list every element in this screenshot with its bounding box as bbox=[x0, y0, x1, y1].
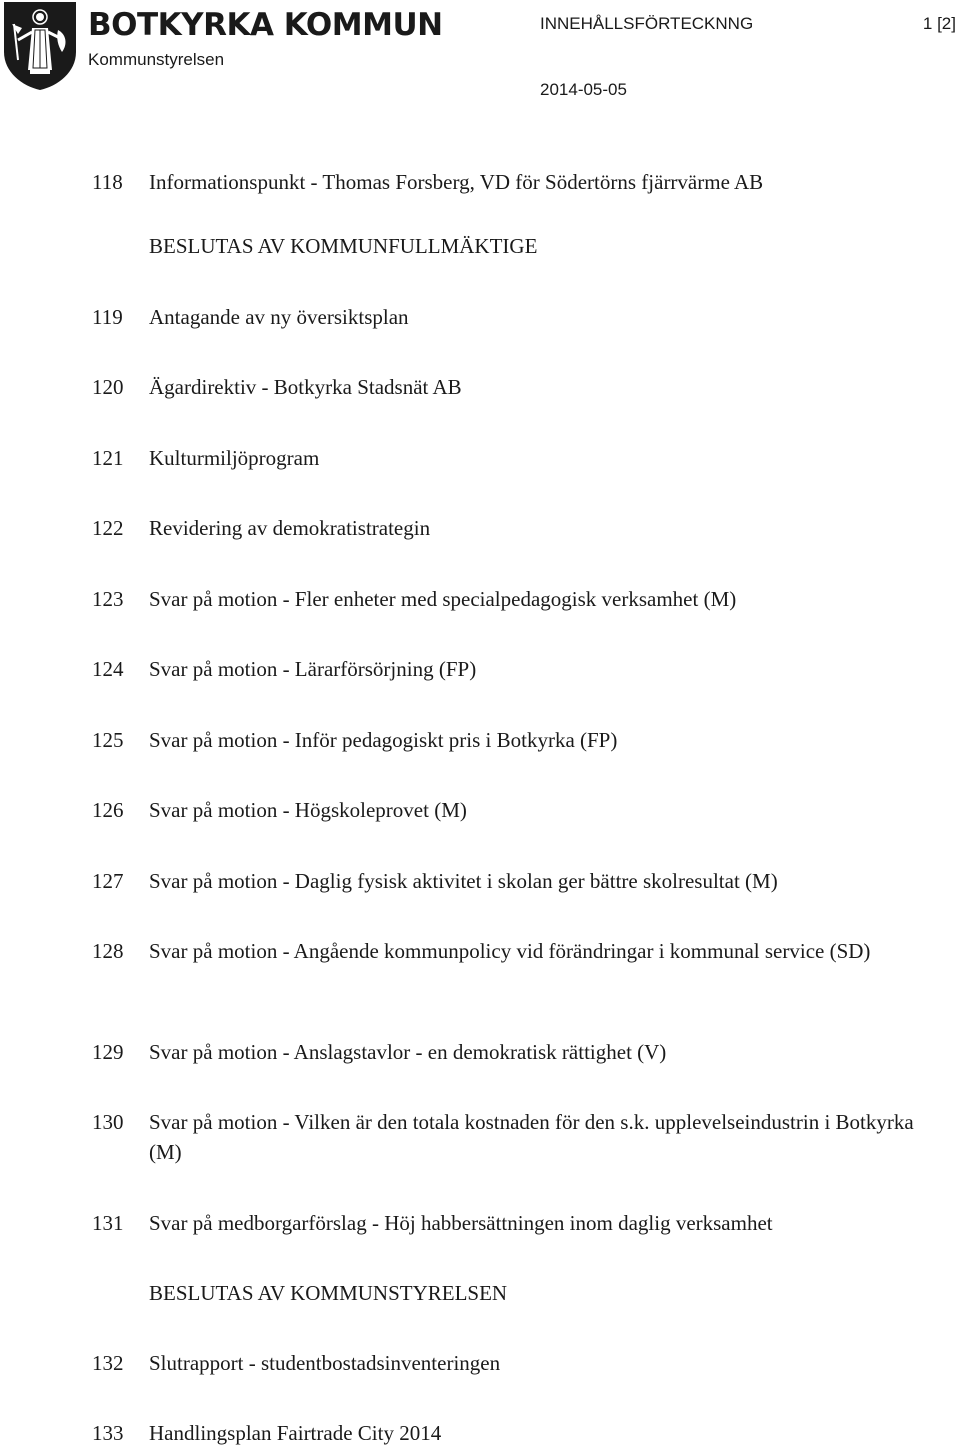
entry-title: Svar på motion - Inför pedagogiskt pris i Botkyrka (FP) bbox=[149, 728, 618, 752]
entry-number: 130 bbox=[92, 1110, 124, 1134]
entry-title: Antagande av ny översiktsplan bbox=[149, 305, 409, 329]
entry-title: Svar på medborgarförslag - Höj habbersättningen inom daglig verksamhet bbox=[149, 1211, 773, 1235]
entry-number: 127 bbox=[92, 869, 124, 893]
entry-title: Kulturmiljöprogram bbox=[149, 446, 320, 470]
entry-number: 124 bbox=[92, 657, 124, 681]
organization-unit: Kommunstyrelsen bbox=[88, 50, 225, 69]
entry-title: Svar på motion - Vilken är den totala kostnaden för den s.k. upplevelseindustrin i Botkyrka (M) bbox=[149, 1110, 914, 1164]
entry-number: 125 bbox=[92, 728, 124, 752]
entry-title: Svar på motion - Fler enheter med specialpedagogisk verksamhet (M) bbox=[149, 587, 737, 611]
entry-number: 118 bbox=[92, 170, 123, 194]
entry-number: 132 bbox=[92, 1351, 124, 1375]
entry-title: Svar på motion - Angående kommunpolicy vid förändringar i kommunal service (SD) bbox=[149, 939, 871, 963]
entry-title: Svar på motion - Daglig fysisk aktivitet i skolan ger bättre skolresultat (M) bbox=[149, 869, 778, 893]
entry-number: 121 bbox=[92, 446, 124, 470]
entry-title: Ägardirektiv - Botkyrka Stadsnät AB bbox=[149, 375, 462, 399]
entry-number: 131 bbox=[92, 1211, 124, 1235]
document-type: INNEHÅLLSFÖRTECKNNG bbox=[540, 14, 754, 33]
entry-title: Revidering av demokratistrategin bbox=[149, 516, 431, 540]
document-date: 2014-05-05 bbox=[540, 80, 627, 99]
entry-number: 120 bbox=[92, 375, 124, 399]
entry-title: Slutrapport - studentbostadsinventeringen bbox=[149, 1351, 501, 1375]
entry-number: 128 bbox=[92, 939, 124, 963]
entry-number: 126 bbox=[92, 798, 124, 822]
page-number: 1 [2] bbox=[922, 14, 956, 33]
entry-title: Handlingsplan Fairtrade City 2014 bbox=[149, 1421, 442, 1445]
coat-of-arms-icon bbox=[2, 0, 78, 92]
entry-title: Svar på motion - Anslagstavlor - en demokratisk rättighet (V) bbox=[149, 1040, 667, 1064]
section-heading: BESLUTAS AV KOMMUNFULLMÄKTIGE bbox=[149, 234, 538, 258]
organization-name: BOTKYRKA KOMMUN bbox=[88, 7, 443, 43]
entry-number: 122 bbox=[92, 516, 124, 540]
entry-title: Informationspunkt - Thomas Forsberg, VD för Södertörns fjärrvärme AB bbox=[149, 170, 764, 194]
entry-title: Svar på motion - Högskoleprovet (M) bbox=[149, 798, 467, 822]
entry-number: 133 bbox=[92, 1421, 124, 1445]
section-heading: BESLUTAS AV KOMMUNSTYRELSEN bbox=[149, 1281, 508, 1305]
entry-number: 129 bbox=[92, 1040, 124, 1064]
entry-number: 123 bbox=[92, 587, 124, 611]
entry-number: 119 bbox=[92, 305, 123, 329]
entry-title: Svar på motion - Lärarförsörjning (FP) bbox=[149, 657, 477, 681]
coat-of-arms-logo bbox=[2, 0, 78, 92]
